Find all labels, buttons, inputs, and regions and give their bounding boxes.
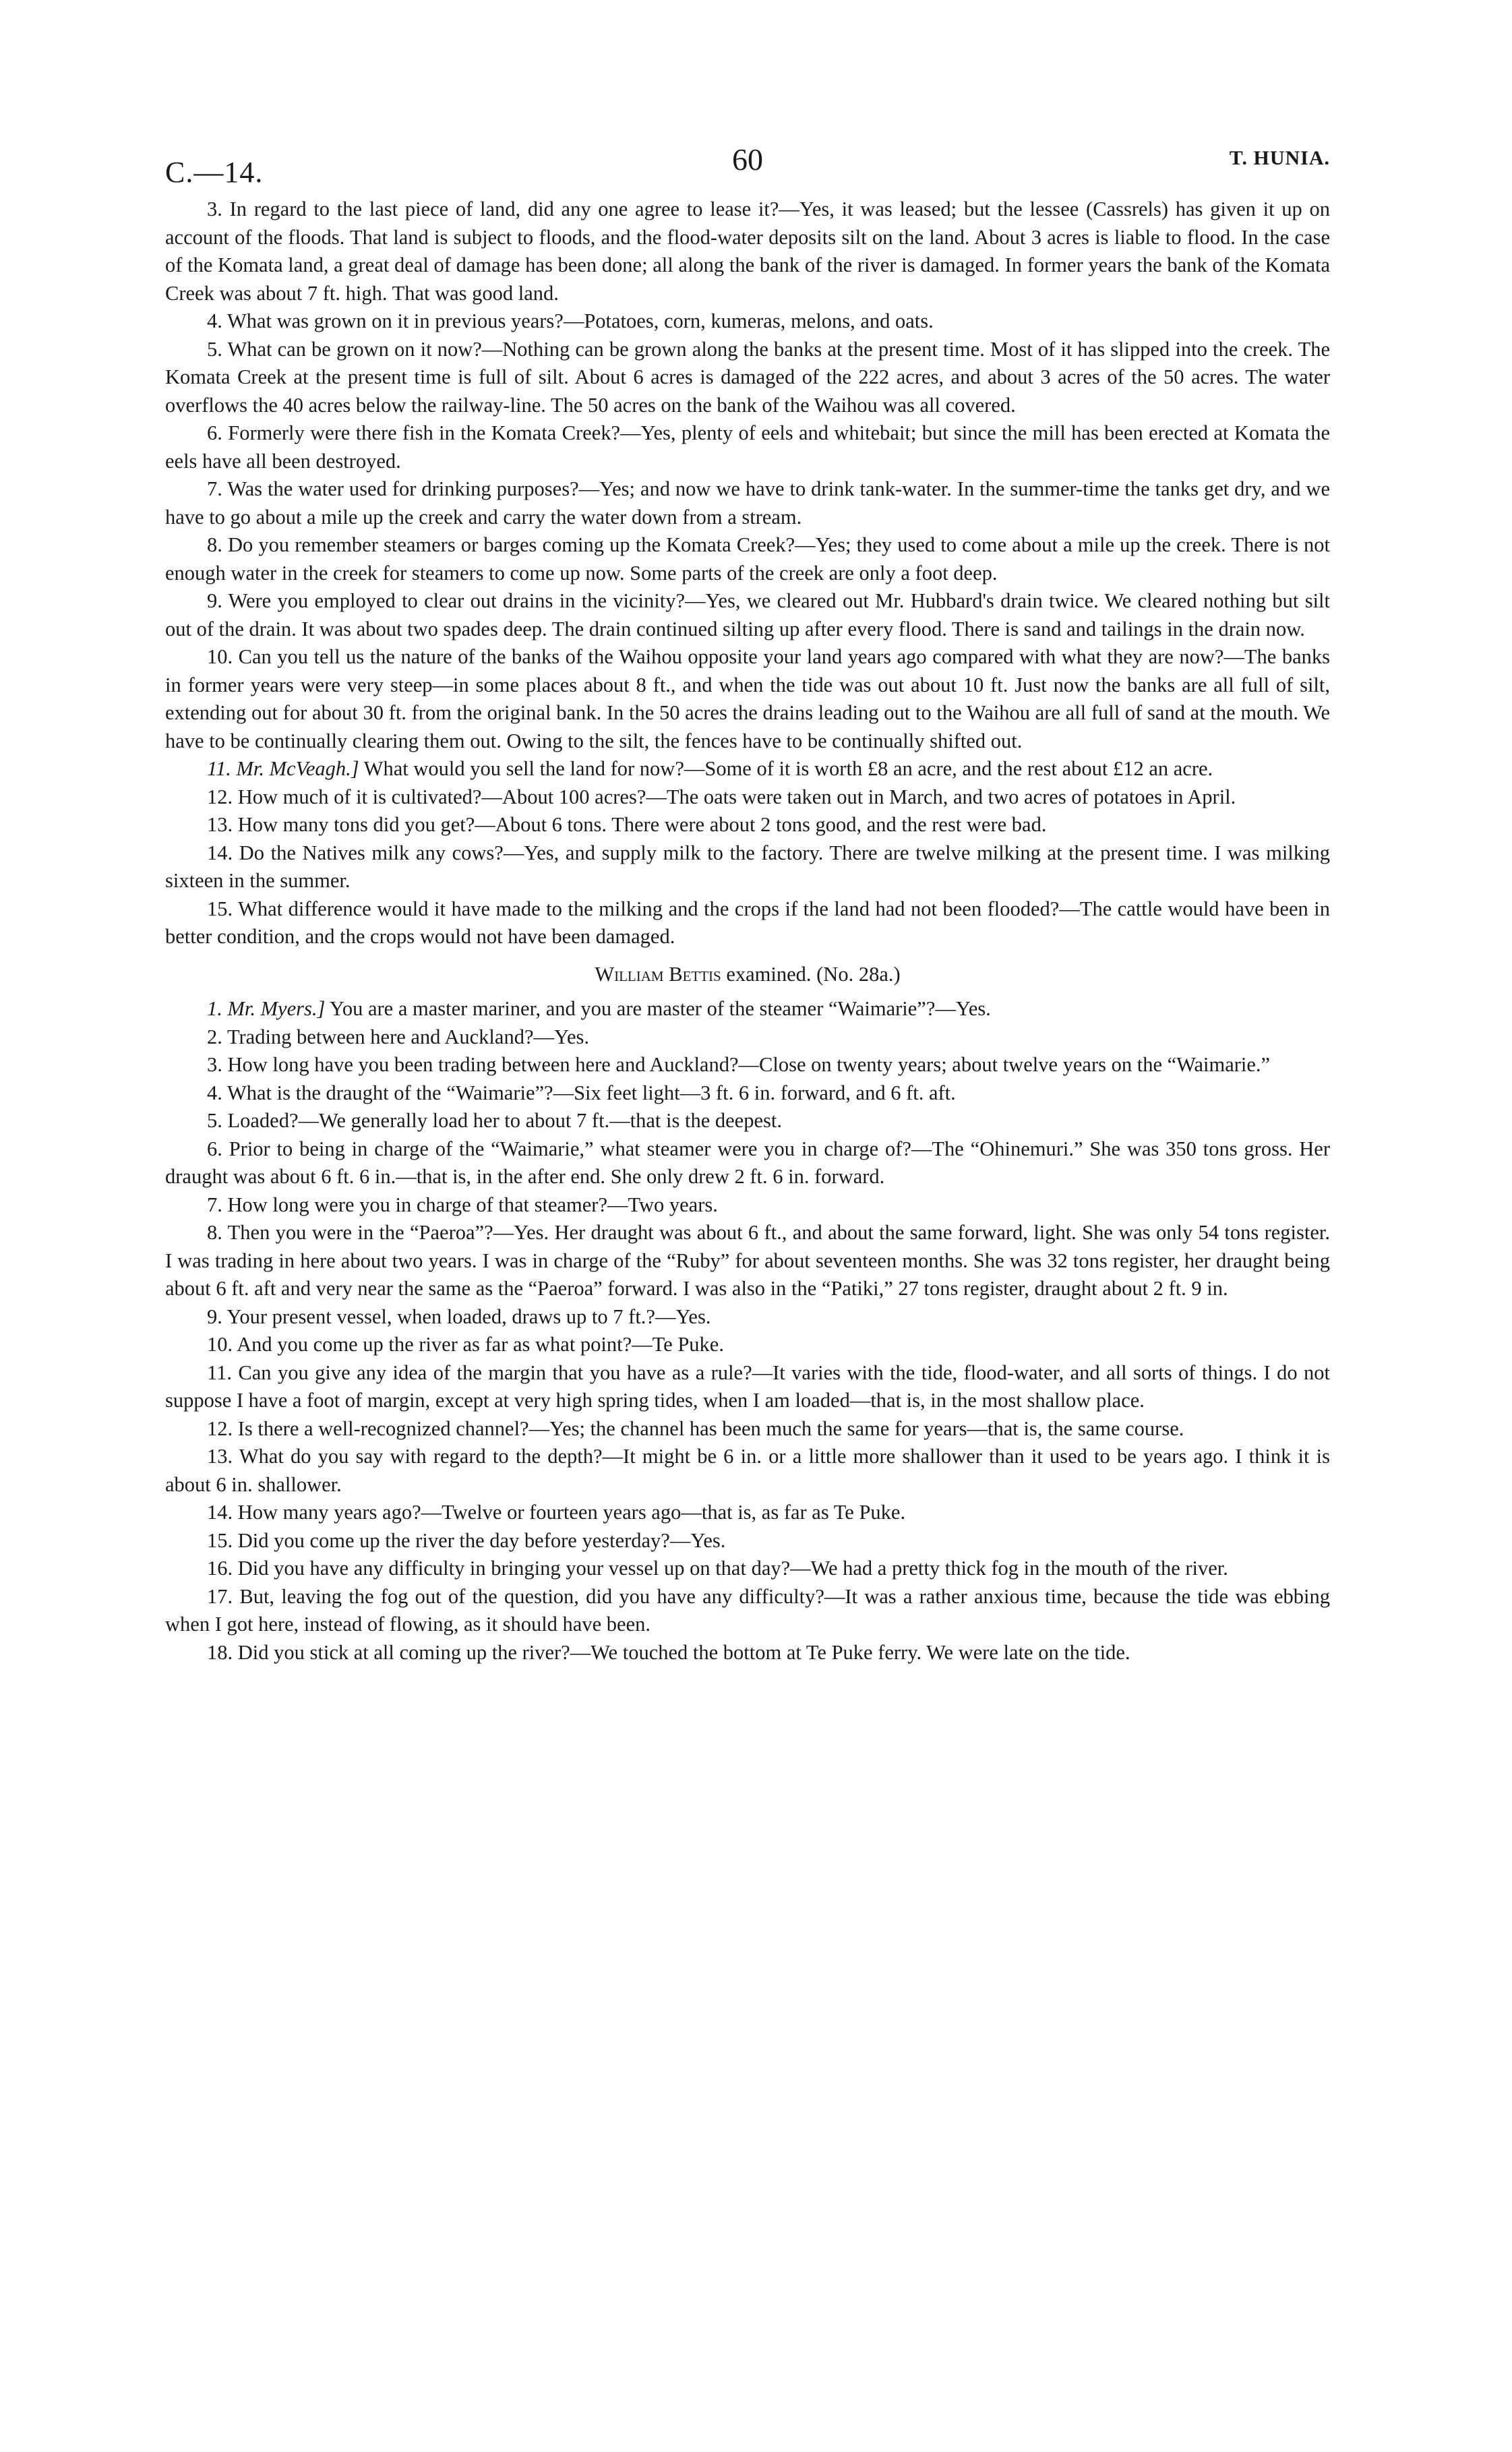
paragraph-text: 5. What can be grown on it now?—Nothing can be grown along the banks at the present time. Most of it has slipped into the creek. The Komata Creek at the present time is full of silt. About 6 acres is damaged of the 222 acres, and about 3 acres of the 50 acres. The water overflows the 40 acres below the railway-line. The 50 acres on the bank of the Waihou was all covered. — [165, 337, 1330, 417]
page-number: 60 — [732, 142, 763, 177]
paragraph-text: You are a master mariner, and you are master of the steamer “Waimarie”?—Yes. — [325, 997, 991, 1020]
question-paragraph — [165, 1079, 1330, 1108]
question-paragraph — [165, 1023, 1330, 1052]
question-paragraph — [165, 755, 1330, 783]
document-body — [165, 196, 1330, 1667]
question-paragraph — [165, 336, 1330, 420]
question-paragraph — [165, 1499, 1330, 1527]
paragraph-text: 13. What do you say with regard to the depth?—It might be 6 in. or a little more shallower than it used to be years ago. I think it is about 6 in. shallower. — [165, 1445, 1330, 1496]
question-paragraph — [165, 1191, 1330, 1220]
question-paragraph — [165, 1443, 1330, 1499]
paragraph-text: 17. But, leaving the fog out of the question, did you have any difficulty?—It was a rather anxious time, because the tide was ebbing when I got here, instead of flowing, as it should have been. — [165, 1584, 1330, 1636]
question-paragraph — [165, 1303, 1330, 1332]
paragraph-text: 2. Trading between here and Auckland?—Yes. — [207, 1025, 589, 1048]
question-paragraph — [165, 895, 1330, 951]
paragraph-text: 4. What was grown on it in previous years?—Potatoes, corn, kumeras, melons, and oats. — [207, 309, 934, 332]
paragraph-text: 14. How many years ago?—Twelve or fourteen years ago—that is, as far as Te Puke. — [207, 1501, 906, 1524]
paragraph-lead: 11. Mr. McVeagh.] — [207, 757, 359, 780]
question-paragraph — [165, 419, 1330, 475]
paragraph-text: 18. Did you stick at all coming up the river?—We touched the bottom at Te Puke ferry. We were late on the tide. — [207, 1640, 1130, 1664]
question-paragraph — [165, 1415, 1330, 1443]
question-paragraph — [165, 587, 1330, 643]
paragraph-text: 3. In regard to the last piece of land, did any one agree to lease it?—Yes, it was leased; but the lessee (Cassrels) has given it up on account of the floods. That land is subject to floods, and the flood-water deposits silt on the land. About 3 acres is liable to flood. In the case of the Komata land, a great deal of damage has been done; all along the bank of the river is damaged. In former years the bank of the Komata Creek was about 7 ft. high. That was good land. — [165, 198, 1330, 305]
paragraph-text: 5. Loaded?—We generally load her to about 7 ft.—that is the deepest. — [207, 1109, 782, 1132]
question-paragraph — [165, 1331, 1330, 1359]
paragraph-text: 14. Do the Natives milk any cows?—Yes, and supply milk to the factory. There are twelve milking at the present time. I was milking sixteen in the summer. — [165, 841, 1330, 892]
question-paragraph — [165, 1639, 1330, 1667]
paragraph-text: 12. How much of it is cultivated?—About 100 acres?—The oats were taken out in March, and two acres of potatoes in April. — [207, 785, 1236, 808]
question-paragraph — [165, 839, 1330, 895]
question-paragraph — [165, 1583, 1330, 1639]
paper-reference: C.—14. — [165, 156, 264, 189]
paragraph-text: 11. Can you give any idea of the margin that you have as a rule?—It varies with the tide, flood-water, and all sorts of things. I do not suppose I have a foot of margin, except at very high spring tides, when I am loaded—that is, in the most shallow place. — [165, 1360, 1330, 1412]
paragraph-text: 6. Formerly were there fish in the Komata Creek?—Yes, plenty of eels and whitebait; but since the mill has been erected at Komata the eels have all been destroyed. — [165, 421, 1330, 473]
paragraph-text: 6. Prior to being in charge of the “Waimarie,” what steamer were you in charge of?—The “Ohinemuri.” She was 350 tons gross. Her draught was about 6 ft. 6 in.—that is, in the after end. She only drew 2 ft. 6 in. forward. — [165, 1137, 1330, 1188]
question-paragraph — [165, 995, 1330, 1023]
question-paragraph — [165, 1359, 1330, 1415]
question-paragraph — [165, 1219, 1330, 1303]
question-paragraph — [165, 531, 1330, 587]
testimony-bettis — [165, 995, 1330, 1667]
question-paragraph — [165, 1051, 1330, 1079]
question-paragraph — [165, 783, 1330, 812]
question-paragraph — [165, 196, 1330, 307]
question-paragraph — [165, 1107, 1330, 1135]
question-paragraph — [165, 811, 1330, 839]
testimony-hunia — [165, 196, 1330, 951]
paragraph-text: 10. Can you tell us the nature of the banks of the Waihou opposite your land years ago compared with what they are now?—The banks in former years were very steep—in some places about 8 ft., and when the tide was out about 10 ft. Just now the banks are all full of silt, extending out for about 30 ft. from the original bank. In the 50 acres the drains leading out to the Waihou are all full of sand at the mouth. We have to be continually clearing them out. Owing to the silt, the fences have to be continually shifted out. — [165, 645, 1330, 752]
paragraph-text: 8. Then you were in the “Paeroa”?—Yes. Her draught was about 6 ft., and about the same forward, light. She was only 54 tons register. I was trading in here about two years. I was in charge of the “Ruby” for about seventeen months. She was 32 tons register, her draught being about 6 ft. aft and very near the same as the “Paeroa” forward. I was also in the “Patiki,” 27 tons register, draught about 2 ft. 9 in. — [165, 1221, 1330, 1300]
question-paragraph — [165, 1527, 1330, 1555]
paragraph-text: 9. Were you employed to clear out drains in the vicinity?—Yes, we cleared out Mr. Hubbard's drain twice. We cleared nothing but silt out of the drain. It was about two spades deep. The drain continued silting up after every flood. There is sand and tailings in the drain now. — [165, 589, 1330, 640]
section-heading — [165, 961, 1330, 989]
question-paragraph — [165, 475, 1330, 531]
paragraph-text: 12. Is there a well-recognized channel?—Yes; the channel has been much the same for years—that is, the same course. — [207, 1416, 1184, 1440]
paragraph-text: 13. How many tons did you get?—About 6 tons. There were about 2 tons good, and the rest were bad. — [207, 813, 1047, 836]
paragraph-text: 4. What is the draught of the “Waimarie”?—Six feet light—3 ft. 6 in. forward, and 6 ft. aft. — [207, 1081, 956, 1104]
paragraph-text: 9. Your present vessel, when loaded, draws up to 7 ft.?—Yes. — [207, 1305, 711, 1328]
page-header — [165, 135, 1330, 196]
paragraph-text: 8. Do you remember steamers or barges coming up the Komata Creek?—Yes; they used to come about a mile up the creek. There is not enough water in the creek for steamers to come up now. Some parts of the creek are only a foot deep. — [165, 533, 1330, 585]
paragraph-text: 7. Was the water used for drinking purposes?—Yes; and now we have to drink tank-water. In the summer-time the tanks get dry, and we have to go about a mile up the creek and carry the water down from a stream. — [165, 477, 1330, 529]
paragraph-lead: 1. Mr. Myers.] — [207, 997, 326, 1020]
paragraph-text: 15. What difference would it have made to the milking and the crops if the land had not been flooded?—The cattle would have been in better condition, and the crops would not have been damaged. — [165, 897, 1330, 948]
paragraph-text: 7. How long were you in charge of that steamer?—Two years. — [207, 1193, 718, 1216]
section-heading-rest: examined. (No. 28a.) — [721, 962, 901, 986]
question-paragraph — [165, 1555, 1330, 1583]
question-paragraph — [165, 643, 1330, 755]
witness-name: William Bettis — [595, 962, 721, 986]
paragraph-text: What would you sell the land for now?—Some of it is worth £8 an acre, and the rest about £12 an acre. — [359, 757, 1213, 780]
paragraph-text: 15. Did you come up the river the day before yesterday?—Yes. — [207, 1528, 726, 1552]
question-paragraph — [165, 307, 1330, 336]
witness-name-header: T. HUNIA. — [1229, 147, 1330, 169]
question-paragraph — [165, 1135, 1330, 1191]
paragraph-text: 3. How long have you been trading between here and Auckland?—Close on twenty years; about twelve years on the “Waimarie.” — [207, 1053, 1271, 1076]
paragraph-text: 10. And you come up the river as far as what point?—Te Puke. — [207, 1333, 724, 1356]
paragraph-text: 16. Did you have any difficulty in bringing your vessel up on that day?—We had a pretty thick fog in the mouth of the river. — [207, 1557, 1228, 1580]
